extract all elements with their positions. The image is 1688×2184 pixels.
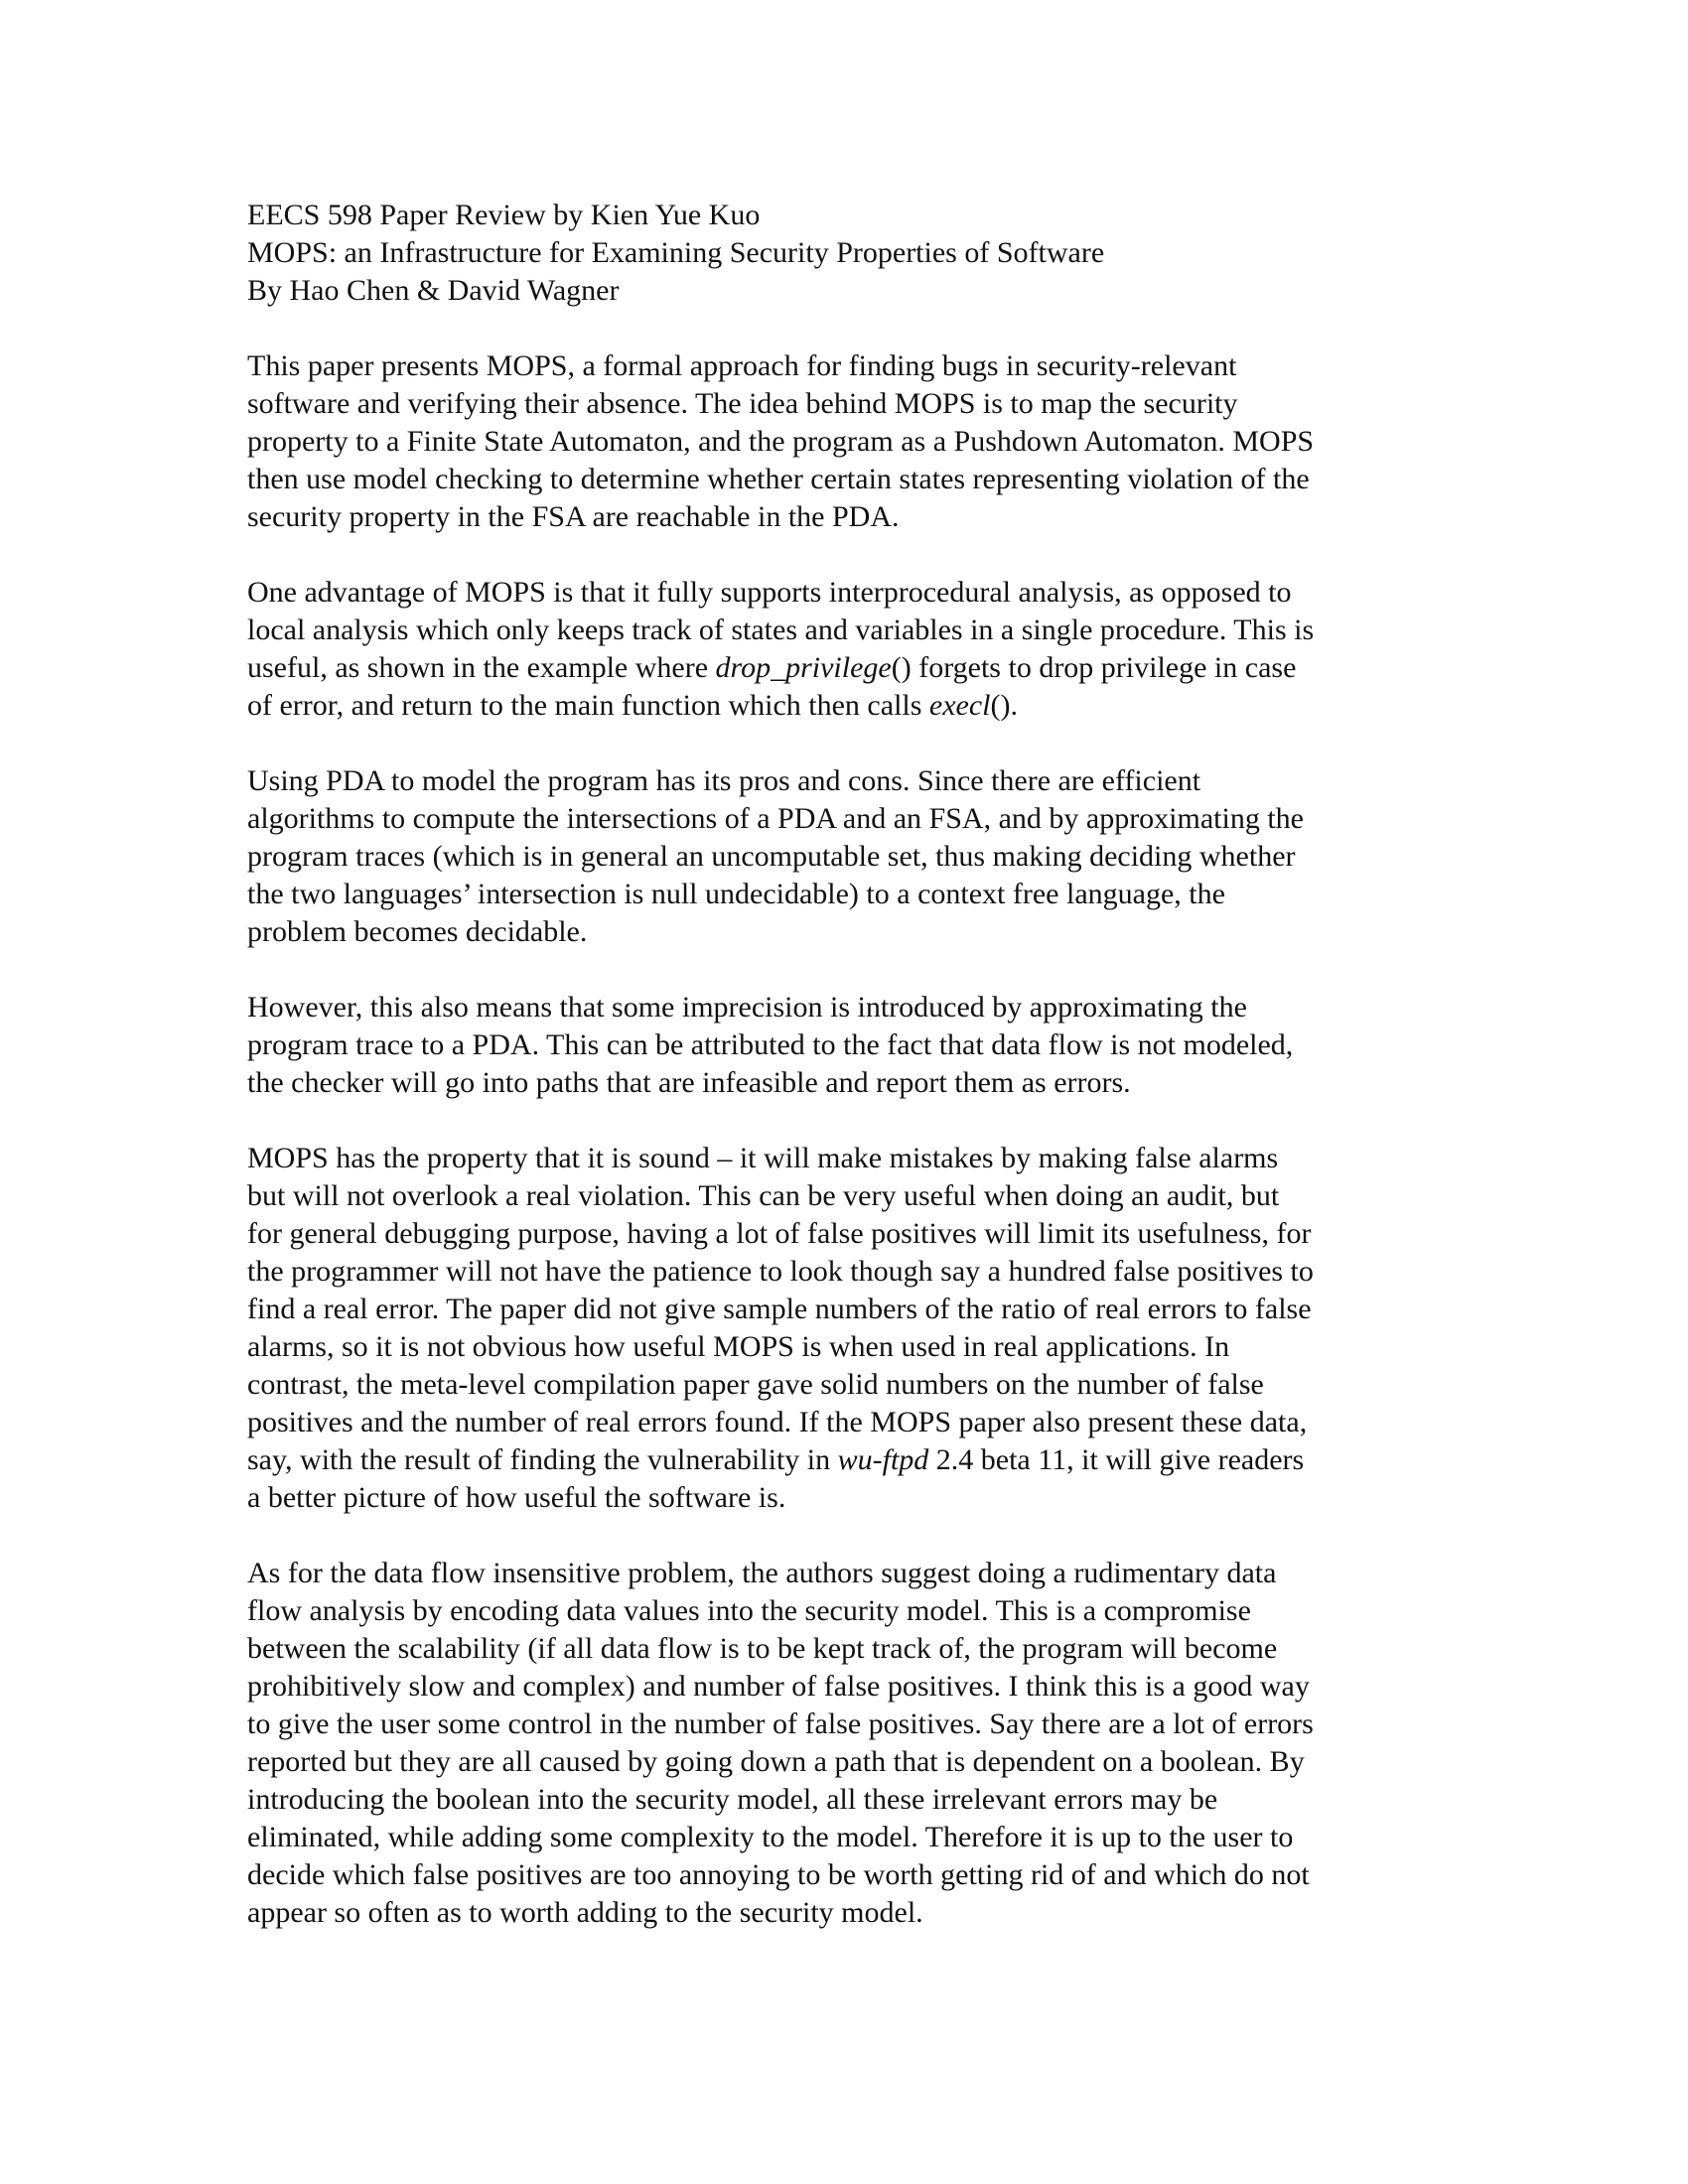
paper-authors: By Hao Chen & David Wagner (247, 274, 620, 307)
text-line: flow analysis by encoding data values into the security model. This is a compromise (247, 1594, 1251, 1627)
text-line: to give the user some control in the number of false positives. Say there are a lot of errors (247, 1707, 1314, 1740)
text-line: appear so often as to worth adding to the security model. (247, 1896, 923, 1929)
text-line: program traces (which is in general an uncomputable set, thus making deciding whether (247, 840, 1296, 873)
document-body (247, 197, 1459, 1932)
text-line: However, this also means that some imprecision is introduced by approximating the (247, 991, 1247, 1024)
text-line: security property in the FSA are reachable in the PDA. (247, 500, 900, 533)
text-line: eliminated, while adding some complexity to the model. Therefore it is up to the user to (247, 1821, 1294, 1853)
text-line: decide which false positives are too annoying to be worth getting rid of and which do not (247, 1858, 1310, 1891)
text-line: then use model checking to determine whether certain states representing violation of the (247, 463, 1310, 495)
paragraph-interprocedural (247, 574, 1459, 725)
paragraph-data-flow (247, 1555, 1459, 1932)
paragraph-overview (247, 347, 1459, 536)
text-run: useful, as shown in the example where (247, 651, 716, 684)
text-run: say, with the result of finding the vulnerability in (247, 1443, 838, 1476)
text-line: the programmer will not have the patience to look though say a hundred false positives to (247, 1255, 1314, 1288)
text-run: (). (990, 689, 1019, 722)
text-line: for general debugging purpose, having a lot of false positives will limit its usefulness, for (247, 1217, 1312, 1250)
text-line: the two languages’ intersection is null undecidable) to a context free language, the (247, 878, 1225, 910)
text-line: introducing the boolean into the security model, all these irrelevant errors may be (247, 1783, 1218, 1816)
paragraph-pda-pros-cons (247, 762, 1459, 951)
text-line: positives and the number of real errors found. If the MOPS paper also present these data, (247, 1406, 1308, 1438)
text-line: find a real error. The paper did not give sample numbers of the ratio of real errors to false (247, 1293, 1312, 1325)
text-line: Using PDA to model the program has its pros and cons. Since there are efficient (247, 764, 1201, 797)
text-run: () forgets to drop privilege in case (891, 651, 1297, 684)
text-line: property to a Finite State Automaton, and the program as a Pushdown Automaton. MOPS (247, 425, 1315, 458)
text-line: algorithms to compute the intersections of a PDA and an FSA, and by approximating the (247, 802, 1304, 835)
function-name-drop-privilege: drop_privilege (715, 651, 892, 684)
text-line: software and verifying their absence. The idea behind MOPS is to map the security (247, 387, 1238, 420)
text-line: contrast, the meta-level compilation paper gave solid numbers on the number of false (247, 1368, 1264, 1401)
text-run: 2.4 beta 11, it will give readers (928, 1443, 1305, 1476)
text-line: local analysis which only keeps track of states and variables in a single procedure. This is (247, 614, 1315, 646)
text-line (247, 649, 1459, 687)
paragraph-imprecision (247, 989, 1459, 1102)
text-line (247, 1441, 1459, 1479)
text-line: but will not overlook a real violation. This can be very useful when doing an audit, but (247, 1179, 1280, 1212)
paper-title: MOPS: an Infrastructure for Examining Security Properties of Software (247, 236, 1105, 269)
text-line: problem becomes decidable. (247, 915, 588, 948)
document-header (247, 197, 1459, 310)
text-line (247, 687, 1459, 725)
course-review-line: EECS 598 Paper Review by Kien Yue Kuo (247, 199, 761, 231)
text-line: program trace to a PDA. This can be attributed to the fact that data flow is not modeled, (247, 1028, 1294, 1061)
text-line: This paper presents MOPS, a formal approach for finding bugs in security-relevant (247, 349, 1237, 382)
text-line: alarms, so it is not obvious how useful MOPS is when used in real applications. In (247, 1330, 1230, 1363)
text-line: a better picture of how useful the software is. (247, 1481, 786, 1514)
text-line: prohibitively slow and complex) and number of false positives. I think this is a good way (247, 1670, 1310, 1703)
text-run: of error, and return to the main function which then calls (247, 689, 929, 722)
text-line: between the scalability (if all data flow is to be kept track of, the program will become (247, 1632, 1278, 1665)
text-line: reported but they are all caused by going down a path that is dependent on a boolean. By (247, 1745, 1305, 1778)
software-name-wu-ftpd: wu-ftpd (837, 1443, 929, 1476)
text-line: One advantage of MOPS is that it fully supports interprocedural analysis, as opposed to (247, 576, 1292, 609)
text-line: As for the data flow insensitive problem, the authors suggest doing a rudimentary data (247, 1557, 1277, 1589)
paragraph-soundness (247, 1140, 1459, 1517)
text-line: MOPS has the property that it is sound – it will make mistakes by making false alarms (247, 1142, 1279, 1174)
text-line: the checker will go into paths that are infeasible and report them as errors. (247, 1066, 1131, 1099)
function-name-execl: execl (928, 689, 991, 722)
